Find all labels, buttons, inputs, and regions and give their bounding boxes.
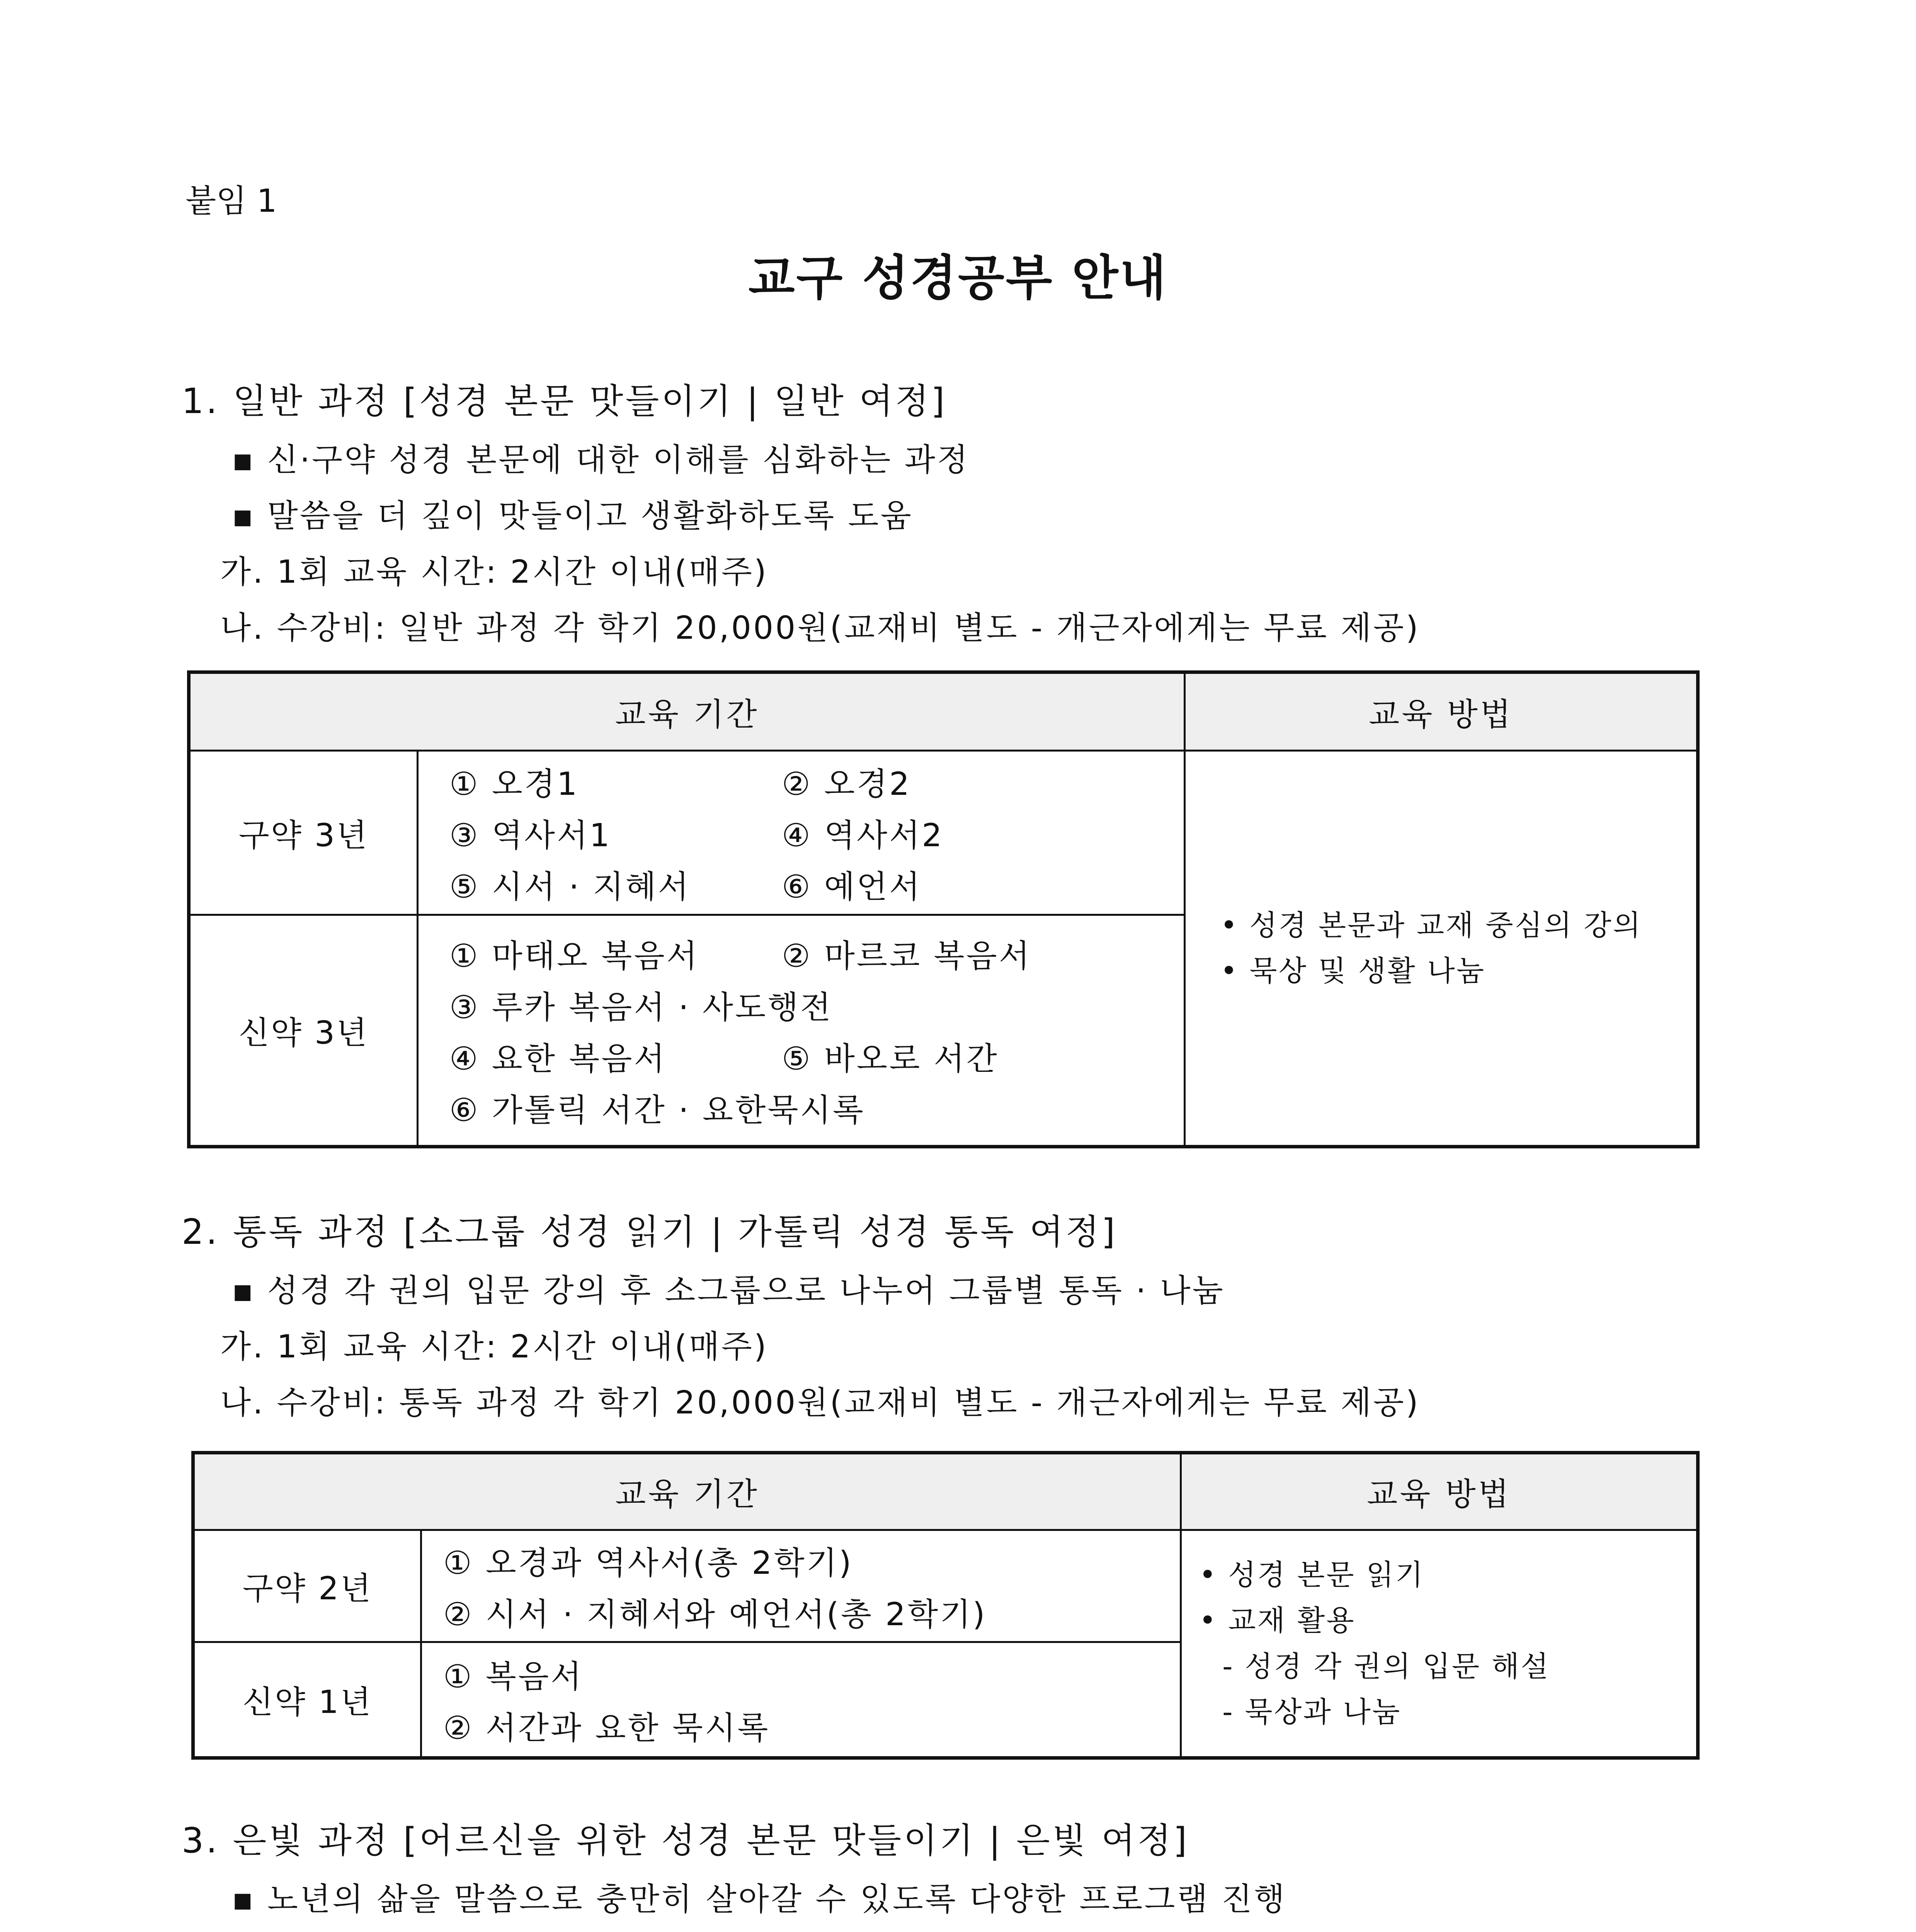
section-2-time: 가. 1회 교육 시간: 2시간 이내(매주) xyxy=(220,1328,768,1365)
course-list xyxy=(418,915,1185,1147)
section-1-fee: 나. 수강비: 일반 과정 각 학기 20,000원(교재비 별도 - 개근자에게는 무료 제공) xyxy=(220,610,1420,646)
list-item: ③ 역사서1 ④ 역사서2 xyxy=(449,817,944,854)
section-1-table xyxy=(187,670,1700,1148)
list-item: ① 오경1 ② 오경2 xyxy=(449,765,912,803)
method-header: 교육 방법 xyxy=(1181,1453,1698,1530)
list-item: ① 오경과 역사서(총 2학기) xyxy=(443,1544,853,1582)
group-label: 신약 3년 xyxy=(189,915,418,1147)
section-1-heading: 1. 일반 과정 [성경 본문 맛들이기 | 일반 여정] xyxy=(182,381,947,422)
method-item: • 묵상 및 생활 나눔 xyxy=(1220,954,1486,988)
method-item: - 성경 각 권의 입문 해설 xyxy=(1222,1650,1550,1683)
list-item: ④ 요한 복음서 ⑤ 바오로 서간 xyxy=(449,1040,999,1077)
list-item: ⑥ 가톨릭 서간 · 요한묵시록 xyxy=(449,1092,865,1129)
section-2-bullet-1: ▪ 성경 각 권의 입문 강의 후 소그룹으로 나누어 그룹별 통독 · 나눔 xyxy=(232,1272,1225,1309)
group-label: 구약 3년 xyxy=(189,751,418,915)
method-item: • 교재 활용 xyxy=(1199,1604,1356,1638)
course-list xyxy=(421,1530,1181,1642)
course-list xyxy=(418,751,1185,915)
method-item: • 성경 본문과 교재 중심의 강의 xyxy=(1220,908,1642,942)
group-label: 구약 2년 xyxy=(193,1530,421,1642)
section-3-bullet-2 xyxy=(271,1930,575,1932)
period-header: 교육 기간 xyxy=(193,1453,1181,1530)
list-item: ① 마태오 복음서 ② 마르코 복음서 xyxy=(449,937,1031,975)
section-2-table xyxy=(191,1451,1700,1760)
course-list xyxy=(421,1642,1181,1758)
method-item: • 성경 본문 읽기 xyxy=(1199,1558,1425,1592)
section-3-bullet-1: ▪ 노년의 삶을 말씀으로 충만히 살아갈 수 있도록 다양한 프로그램 진행 xyxy=(232,1881,1287,1918)
section-2-fee: 나. 수강비: 통독 과정 각 학기 20,000원(교재비 별도 - 개근자에게는 무료 제공) xyxy=(220,1384,1420,1421)
attachment-label: 붙임 1 xyxy=(185,183,277,219)
list-item: ① 복음서 xyxy=(443,1658,584,1695)
method-cell xyxy=(1181,1530,1698,1758)
section-1-bullet-2: ▪ 말씀을 더 깊이 맛들이고 생활화하도록 도움 xyxy=(232,498,913,534)
list-item: ② 시서 · 지혜서와 예언서(총 2학기) xyxy=(443,1596,987,1633)
group-label: 신약 1년 xyxy=(193,1642,421,1758)
list-item: ③ 루카 복음서 · 사도행전 xyxy=(449,989,833,1026)
method-item: - 묵상과 나눔 xyxy=(1222,1695,1402,1729)
list-item: ⑤ 시서 · 지혜서 ⑥ 예언서 xyxy=(449,868,922,905)
list-item: ② 서간과 요한 묵시록 xyxy=(443,1709,770,1747)
section-1-bullet-1: ▪ 신·구약 성경 본문에 대한 이해를 심화하는 과정 xyxy=(232,442,970,478)
method-header: 교육 방법 xyxy=(1185,672,1698,751)
method-cell xyxy=(1185,751,1698,1147)
section-1-time: 가. 1회 교육 시간: 2시간 이내(매주) xyxy=(220,554,768,590)
period-header: 교육 기간 xyxy=(189,672,1185,751)
page-title: 교구 성경공부 안내 xyxy=(748,250,1168,306)
section-2-heading: 2. 통독 과정 [소그룹 성경 읽기 | 가톨릭 성경 통독 여정] xyxy=(182,1212,1118,1252)
section-3-heading: 3. 은빛 과정 [어르신을 위한 성경 본문 맛들이기 | 은빛 여정] xyxy=(182,1820,1189,1861)
